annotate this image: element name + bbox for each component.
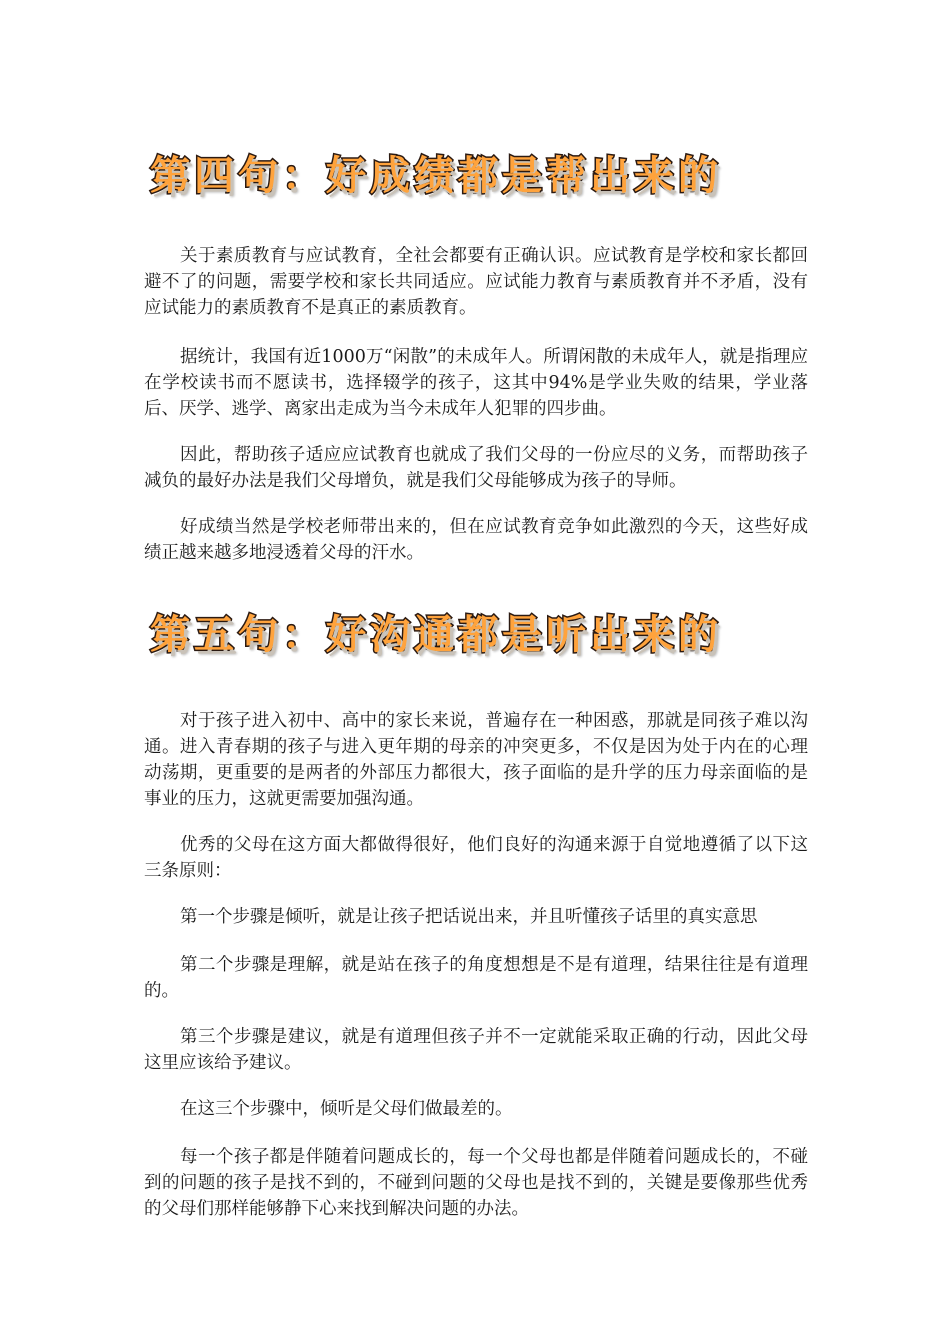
section-5-paragraph-1: 对于孩子进入初中、高中的家长来说，普遍存在一种困惑，那就是同孩子难以沟通。进入青春期的孩子与进入更年期的母亲的冲突更多，不仅是因为处于内在的心理动荡期，更重要的是两者的外部压力都很大，孩子面临的是升学的压力母亲面临的是事业的压力，这就更需要加强沟通。: [144, 711, 808, 809]
section-5-heading: 第五句：好沟通都是听出来的: [150, 611, 722, 658]
section-5-paragraph-3: 第一个步骤是倾听，就是让孩子把话说出来，并且听懂孩子话里的真实意思: [180, 907, 758, 927]
section-4-paragraph-1: 关于素质教育与应试教育，全社会都要有正确认识。应试教育是学校和家长都回避不了的问题，需要学校和家长共同适应。应试能力教育与素质教育并不矛盾，没有应试能力的素质教育不是真正的素质教育。: [144, 246, 808, 318]
section-5-paragraph-6: 在这三个步骤中，倾听是父母们做最差的。: [180, 1099, 513, 1119]
section-5-paragraph-5: 第三个步骤是建议，就是有道理但孩子并不一定就能采取正确的行动，因此父母这里应该给予建议。: [144, 1027, 808, 1073]
section-4-paragraph-4: 好成绩当然是学校老师带出来的，但在应试教育竞争如此激烈的今天，这些好成绩正越来越多地浸透着父母的汗水。: [144, 517, 808, 563]
section-5-paragraph-7: 每一个孩子都是伴随着问题成长的，每一个父母也都是伴随着问题成长的，不碰到的问题的孩子是找不到的，不碰到问题的父母也是找不到的，关键是要像那些优秀的父母们那样能够静下心来找到解决问题的办法。: [144, 1147, 808, 1219]
section-5-paragraph-2: 优秀的父母在这方面大都做得很好，他们良好的沟通来源于自觉地遵循了以下这三条原则：: [144, 835, 808, 881]
section-5-paragraph-4: 第二个步骤是理解，就是站在孩子的角度想想是不是有道理，结果往往是有道理的。: [144, 955, 808, 1001]
section-4-heading: 第四句：好成绩都是帮出来的: [150, 152, 722, 199]
section-4-paragraph-2: 据统计，我国有近1000万“闲散”的未成年人。所谓闲散的未成年人，就是指理应在学校读书而不愿读书，选择辍学的孩子，这其中94%是学业失败的结果，学业落后、厌学、逃学、离家出走成为当今未成年人犯罪的四步曲。: [144, 347, 808, 419]
section-4-paragraph-3: 因此，帮助孩子适应应试教育也就成了我们父母的一份应尽的义务，而帮助孩子减负的最好办法是我们父母增负，就是我们父母能够成为孩子的导师。: [144, 445, 808, 491]
